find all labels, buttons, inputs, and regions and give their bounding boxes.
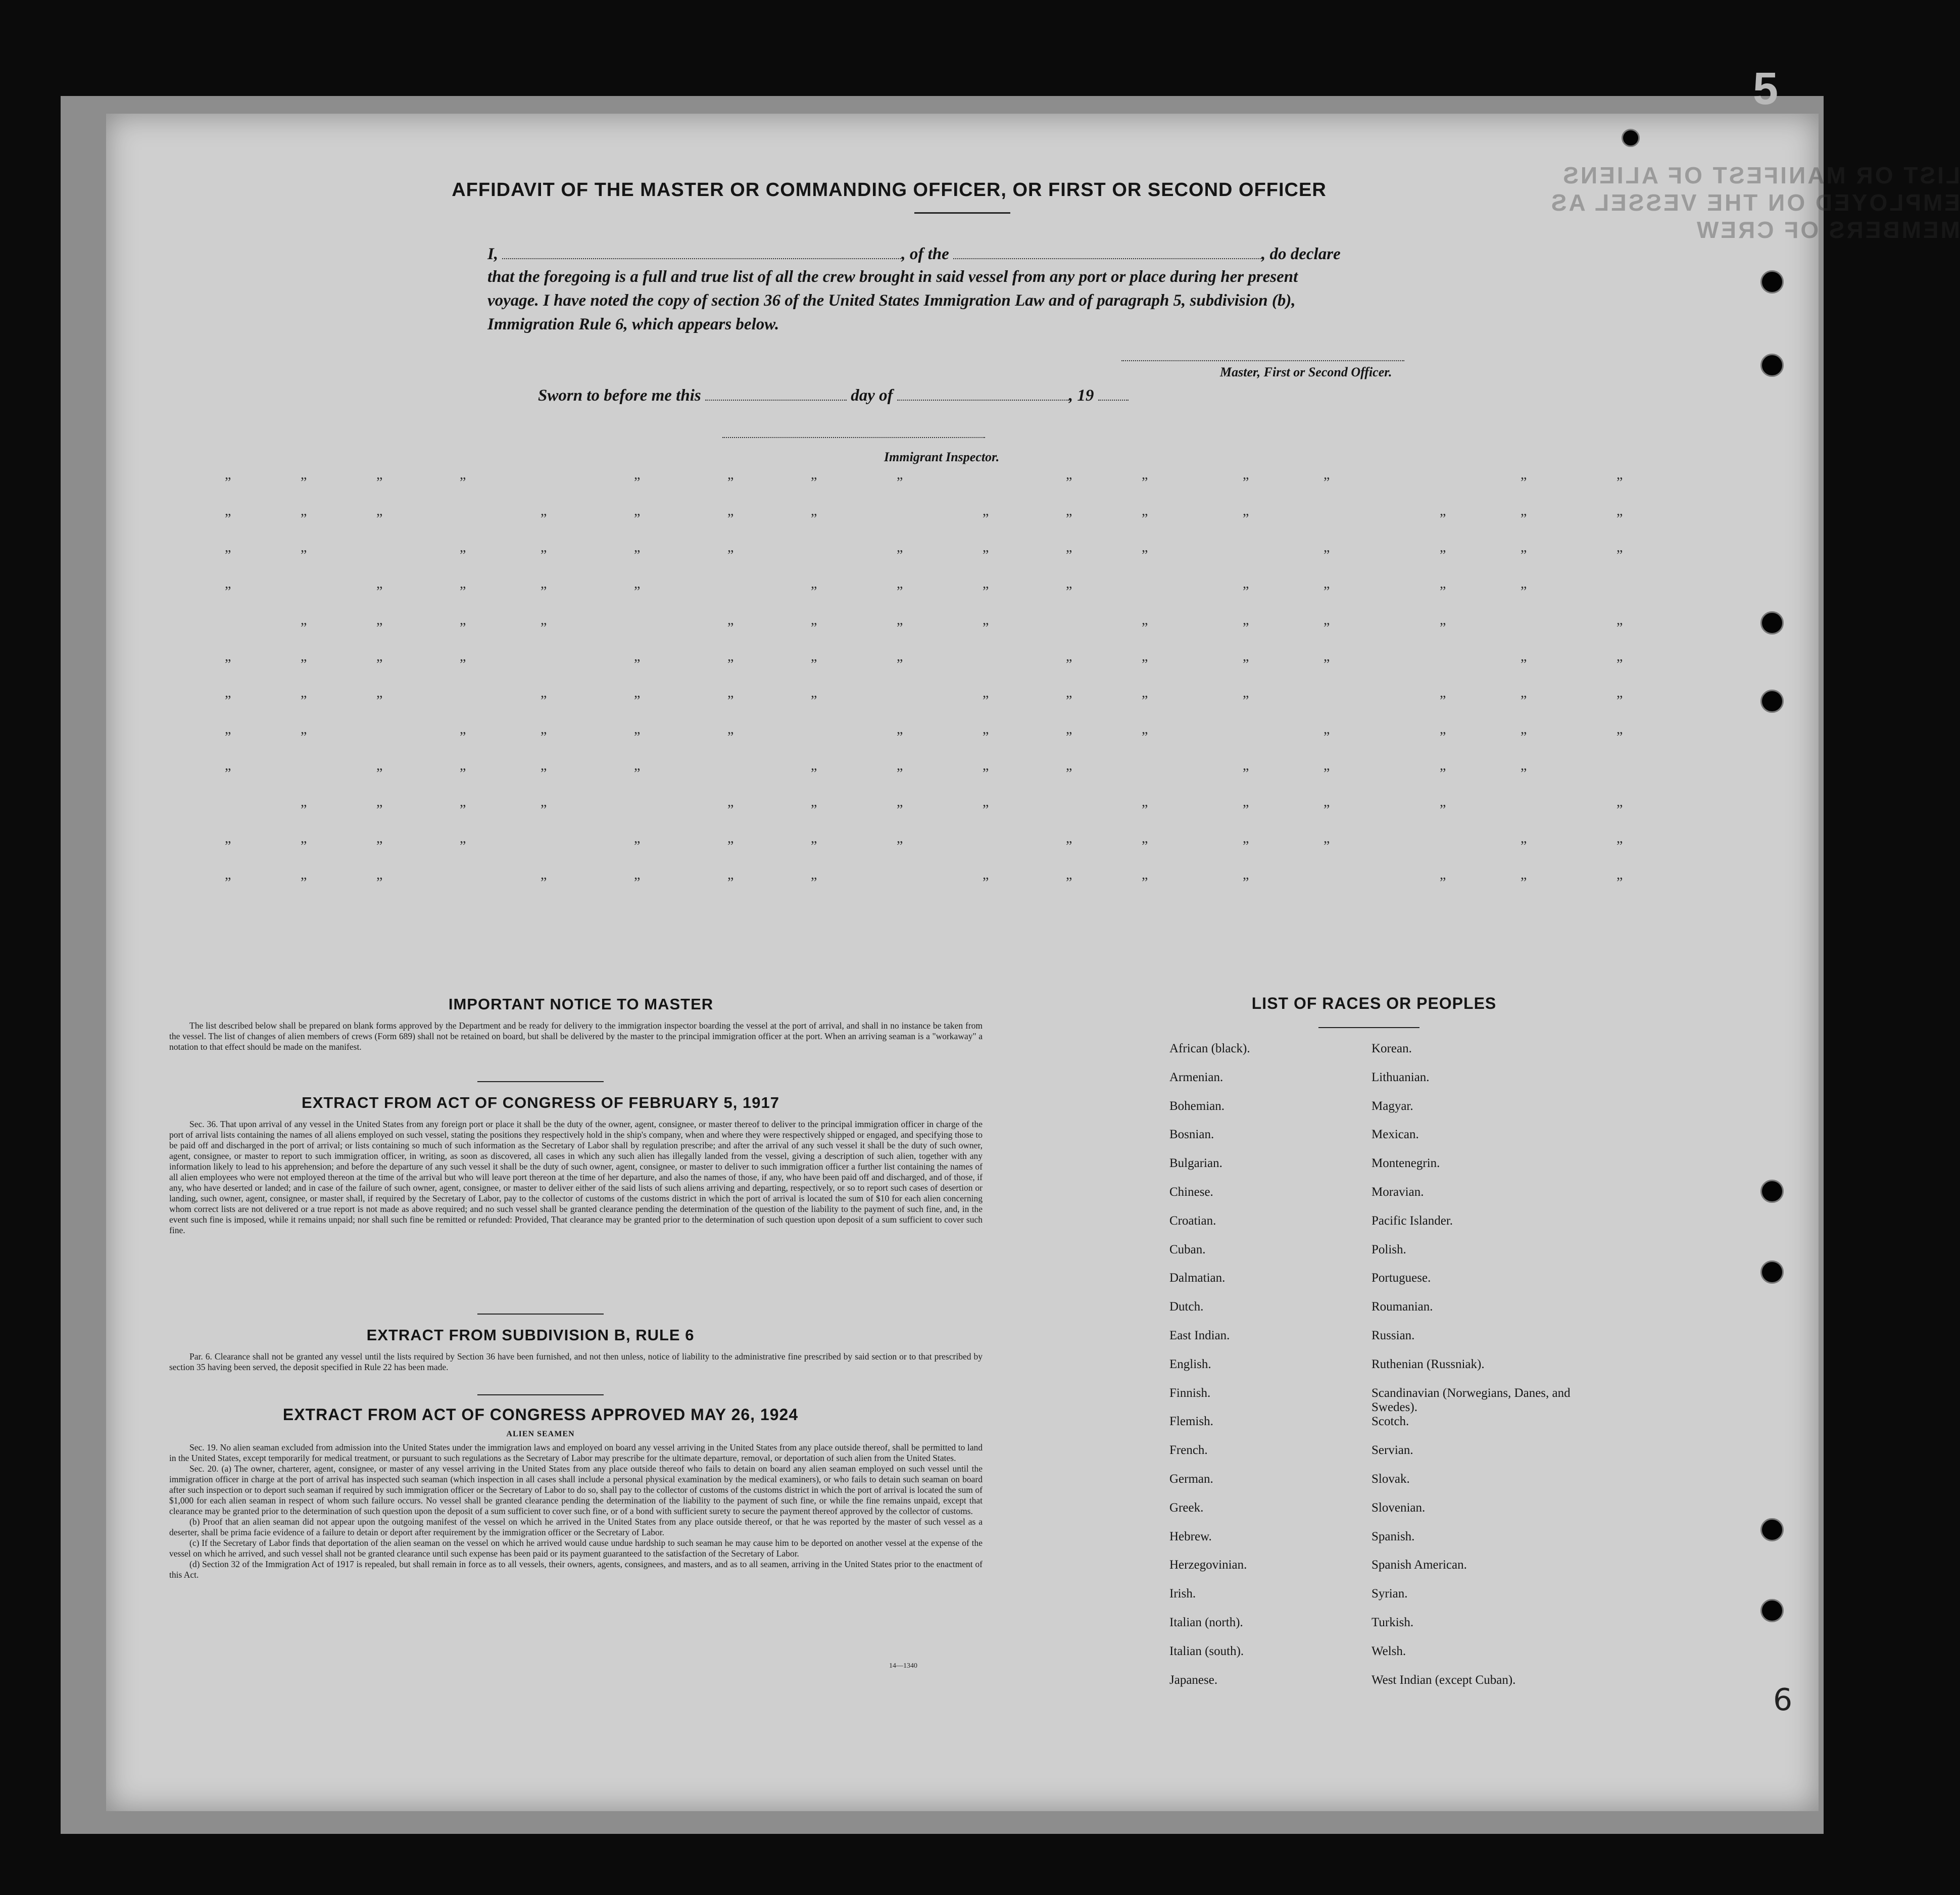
ditto-mark: ” [897, 802, 903, 818]
ditto-mark: ” [541, 548, 547, 563]
ditto-mark: ” [1440, 766, 1446, 782]
race-item: Roumanian. [1371, 1300, 1433, 1314]
ditto-mark: ” [460, 620, 466, 636]
race-item: Italian (south). [1169, 1644, 1244, 1658]
alien-seamen-subheading: ALIEN SEAMEN [506, 1430, 575, 1438]
extract-1917-heading: EXTRACT FROM ACT OF CONGRESS OF FEBRUARY 5, 1917 [302, 1094, 779, 1111]
race-item: Turkish. [1371, 1615, 1414, 1629]
ditto-mark: ” [301, 620, 307, 636]
race-item: Moravian. [1371, 1185, 1424, 1199]
race-item: Slovak. [1371, 1472, 1410, 1486]
ditto-mark: ” [460, 766, 466, 782]
ditto-mark: ” [225, 839, 231, 854]
ditto-mark: ” [460, 802, 466, 818]
race-item: Spanish. [1371, 1529, 1415, 1543]
ditto-mark: ” [1616, 839, 1623, 854]
extract-1924-paragraph: (c) If the Secretary of Labor finds that deportation of the alien seaman on the vessel on which he arrived would cause undue hardship to such seaman he may cause him to be deported on another vessel at the expense of the vessel on which he arrived, and such vessel shall not be granted clearance until such expense has been paid or its payment guaranteed to the satisfaction of the Secretary of Labor. [169, 1538, 983, 1559]
ditto-mark: ” [301, 730, 307, 745]
ditto-mark: ” [727, 730, 734, 745]
race-item: Armenian. [1169, 1070, 1223, 1084]
ditto-mark: ” [460, 548, 466, 563]
ditto-mark: ” [1440, 693, 1446, 709]
race-item: Japanese. [1169, 1673, 1218, 1687]
ditto-mark: ” [1616, 511, 1623, 527]
ditto-mark: ” [1066, 730, 1072, 745]
ditto-mark: ” [376, 511, 383, 527]
races-column-2 [1371, 1042, 1594, 1702]
race-item: German. [1169, 1472, 1213, 1486]
ditto-mark: ” [727, 548, 734, 563]
ditto-mark: ” [634, 584, 641, 600]
page-number-mark: 6 [1773, 1682, 1793, 1718]
ditto-mark: ” [1142, 657, 1148, 672]
ditto-mark: ” [376, 839, 383, 854]
ditto-mark: ” [1243, 475, 1249, 491]
race-item: Italian (north). [1169, 1615, 1243, 1629]
ditto-mark: ” [1243, 839, 1249, 854]
ditto-mark: ” [811, 620, 817, 636]
ditto-mark: ” [376, 693, 383, 709]
ditto-mark: ” [376, 475, 383, 491]
ditto-mark: ” [897, 657, 903, 672]
ditto-mark: ” [983, 875, 989, 891]
ditto-mark: ” [460, 839, 466, 854]
races-list [1169, 1042, 1654, 1709]
ditto-mark: ” [1066, 511, 1072, 527]
ditto-mark: ” [897, 620, 903, 636]
ditto-mark: ” [301, 511, 307, 527]
extract-rule6-text [169, 1351, 983, 1373]
ditto-mark: ” [1066, 766, 1072, 782]
ditto-mark: ” [301, 802, 307, 818]
ditto-mark: ” [983, 766, 989, 782]
notice-paragraph: The list described below shall be prepared on blank forms approved by the Department and be ready for delivery to the immigration inspector boarding the vessel at the port of arrival, and shall in no instance be taken from the vessel. The list of changes of alien members of crews (Form 689) shall not be retained on board, but shall be delivered by the master to the principal immigration officer at the port. When an arriving seaman is a "workaway" a notation to that effect should be made on the manifest. [169, 1021, 983, 1052]
ditto-mark: ” [376, 620, 383, 636]
race-item: East Indian. [1169, 1328, 1230, 1342]
ditto-mark: ” [1243, 693, 1249, 709]
affidavit-text-line: voyage. I have noted the copy of section 36 of the United States Immigration Law and of paragraph 5, subdivision (b), [487, 291, 1296, 310]
ditto-mark: ” [811, 657, 817, 672]
ditto-mark: ” [1440, 548, 1446, 563]
ditto-mark: ” [1521, 766, 1527, 782]
ditto-mark: ” [1440, 730, 1446, 745]
ditto-mark: ” [225, 548, 231, 563]
ditto-mark: ” [1243, 875, 1249, 891]
ditto-mark: ” [376, 802, 383, 818]
ditto-mark: ” [1066, 839, 1072, 854]
race-item: Portuguese. [1371, 1271, 1431, 1285]
race-item: Chinese. [1169, 1185, 1213, 1199]
form-number: 14—1340 [889, 1662, 917, 1670]
ditto-mark: ” [727, 875, 734, 891]
race-item: Bohemian. [1169, 1099, 1225, 1113]
ditto-mark: ” [811, 693, 817, 709]
race-item: Greek. [1169, 1500, 1204, 1515]
ditto-mark: ” [225, 730, 231, 745]
sworn-day-label: day of [851, 386, 893, 405]
ditto-mark: ” [301, 548, 307, 563]
races-heading: LIST OF RACES OR PEOPLES [1251, 994, 1497, 1012]
ditto-mark: ” [541, 766, 547, 782]
ditto-mark: ” [225, 766, 231, 782]
ditto-mark: ” [1066, 548, 1072, 563]
ditto-mark: ” [811, 584, 817, 600]
race-item: Lithuanian. [1371, 1070, 1430, 1084]
ditto-mark: ” [1142, 839, 1148, 854]
inspector-caption: Immigrant Inspector. [884, 450, 1000, 464]
ditto-mark: ” [225, 584, 231, 600]
notice-text [169, 1021, 983, 1052]
race-item: Herzegovinian. [1169, 1558, 1247, 1572]
ditto-mark: ” [634, 839, 641, 854]
race-item: West Indian (except Cuban). [1371, 1673, 1516, 1687]
ditto-mark: ” [983, 620, 989, 636]
section-rule [477, 1081, 604, 1082]
ditto-mark: ” [301, 839, 307, 854]
ditto-mark: ” [1243, 584, 1249, 600]
race-item: Montenegrin. [1371, 1156, 1440, 1171]
ditto-mark: ” [1243, 657, 1249, 672]
ditto-mark: ” [301, 475, 307, 491]
ditto-mark: ” [983, 584, 989, 600]
race-item: Croatian. [1169, 1213, 1216, 1228]
race-item: Dutch. [1169, 1300, 1204, 1314]
ditto-mark: ” [1243, 620, 1249, 636]
race-item: Magyar. [1371, 1099, 1413, 1113]
ditto-mark: ” [1324, 730, 1330, 745]
sworn-prefix: Sworn to before me this [538, 386, 701, 405]
ditto-mark: ” [1616, 475, 1623, 491]
ditto-mark: ” [1142, 730, 1148, 745]
ditto-mark: ” [1521, 584, 1527, 600]
ditto-mark: ” [1066, 875, 1072, 891]
ditto-mark: ” [1616, 802, 1623, 818]
ditto-mark: ” [301, 875, 307, 891]
vessel-connector: , of the [901, 245, 949, 263]
ditto-mark: ” [1243, 511, 1249, 527]
ditto-mark: ” [983, 730, 989, 745]
race-item: African (black). [1169, 1042, 1250, 1055]
ditto-mark: ” [1066, 657, 1072, 672]
ditto-mark: ” [1142, 620, 1148, 636]
ditto-mark: ” [1521, 475, 1527, 491]
ditto-mark: ” [376, 875, 383, 891]
sheet-number-mark: 5 [1753, 64, 1779, 114]
declarant-prefix: I, [487, 245, 499, 263]
extract-1924-paragraph: (b) Proof that an alien seaman did not appear upon the outgoing manifest of the vessel on which he arrived in the United States from any place outside thereof, or that he was reported by the master of such vessel as a deserter, shall be prima facie evidence of a failure to detain or deport after requirement by the immigration officer or the Secretary of Labor. [169, 1517, 983, 1537]
ditto-mark: ” [1066, 693, 1072, 709]
ditto-mark: ” [983, 548, 989, 563]
ditto-mark: ” [225, 693, 231, 709]
ditto-mark: ” [1324, 584, 1330, 600]
ditto-mark: ” [1440, 802, 1446, 818]
ditto-mark: ” [1066, 584, 1072, 600]
race-item: Cuban. [1169, 1242, 1206, 1256]
ditto-mark: ” [1521, 875, 1527, 891]
ditto-mark: ” [727, 620, 734, 636]
ditto-mark: ” [811, 839, 817, 854]
race-item: Dalmatian. [1169, 1271, 1226, 1285]
affidavit-page [106, 114, 1960, 1811]
sworn-year-label: , 19 [1068, 386, 1094, 405]
race-item: Slovenian. [1371, 1500, 1426, 1515]
ditto-mark: ” [634, 657, 641, 672]
ditto-mark: ” [634, 730, 641, 745]
ditto-mark: ” [1243, 802, 1249, 818]
ditto-mark: ” [1243, 766, 1249, 782]
ditto-mark: ” [1616, 875, 1623, 891]
race-item: Finnish. [1169, 1386, 1211, 1400]
ditto-mark: ” [460, 730, 466, 745]
race-item: Mexican. [1371, 1128, 1419, 1142]
ditto-mark: ” [811, 875, 817, 891]
ditto-mark: ” [1142, 875, 1148, 891]
ditto-mark: ” [1440, 620, 1446, 636]
ditto-mark: ” [225, 475, 231, 491]
ditto-mark: ” [1142, 475, 1148, 491]
ditto-mark: ” [727, 475, 734, 491]
ditto-mark: ” [1066, 475, 1072, 491]
ditto-mark: ” [1324, 766, 1330, 782]
ditto-mark: ” [1616, 730, 1623, 745]
ditto-mark: ” [727, 839, 734, 854]
ditto-mark: ” [811, 766, 817, 782]
declare-suffix: , do declare [1261, 245, 1341, 263]
master-signature-caption: Master, First or Second Officer. [1220, 365, 1392, 379]
ditto-mark: ” [897, 475, 903, 491]
ditto-mark: ” [541, 730, 547, 745]
affidavit-text-line: Immigration Rule 6, which appears below. [487, 315, 779, 333]
ditto-mark: ” [1616, 693, 1623, 709]
race-item: Hebrew. [1169, 1529, 1212, 1543]
ditto-mark: ” [1142, 548, 1148, 563]
ditto-mark: ” [1324, 620, 1330, 636]
ditto-mark: ” [634, 766, 641, 782]
ditto-mark: ” [376, 657, 383, 672]
ditto-mark: ” [727, 657, 734, 672]
ditto-mark: ” [1521, 657, 1527, 672]
ditto-mark: ” [634, 475, 641, 491]
race-item: Korean. [1371, 1042, 1412, 1055]
ditto-mark: ” [983, 511, 989, 527]
ditto-mark: ” [983, 802, 989, 818]
ditto-mark: ” [811, 802, 817, 818]
extract-rule6-heading: EXTRACT FROM SUBDIVISION B, RULE 6 [366, 1326, 695, 1344]
race-item: Scandinavian (Norwegians, Danes, and Swedes). [1371, 1386, 1571, 1414]
race-item: Scotch. [1371, 1415, 1409, 1429]
ditto-mark: ” [225, 875, 231, 891]
ditto-mark: ” [634, 511, 641, 527]
ditto-mark: ” [727, 802, 734, 818]
ditto-mark: ” [541, 802, 547, 818]
races-rule [1318, 1027, 1419, 1028]
race-item: Bosnian. [1169, 1128, 1214, 1142]
ditto-mark: ” [1616, 657, 1623, 672]
ditto-mark: ” [301, 693, 307, 709]
ditto-mark: ” [811, 475, 817, 491]
race-item: Welsh. [1371, 1644, 1406, 1658]
race-item: Servian. [1371, 1443, 1413, 1457]
ditto-mark: ” [1521, 730, 1527, 745]
ditto-mark: ” [983, 693, 989, 709]
section-rule [477, 1314, 604, 1315]
extract-1917-paragraph: Sec. 36. That upon arrival of any vessel in the United States from any foreign port or place it shall be the duty of the owner, agent, consignee, or master thereof to deliver to the principal immigration officer in charge of the port of arrival lists containing the names of all aliens employed on such vessel, stating the positions they respectively hold in the ship's company, when and where they were respectively shipped or engaged, and specifying those to be paid off and discharged in the port of arrival; or lists containing so much of such information as the Secretary of Labor shall by regulation prescribe; and after the arrival of any such vessel it shall be the duty of such owner, agent, consignee, or master to report to such immigration officer, in writing, as soon as discovered, all cases in which any such alien has illegally landed from the vessel, giving a description of such alien, together with any information likely to lead to his apprehension; and before the departure of any such vessel it shall be the duty of such owner, agent, consignee, or master to deliver to such immigration officer a further list containing the names of all alien employees who were not employed thereon at the time of the arrival but who will leave port thereon at the time of her departure, and also the names of those, if any, who have been paid off and discharged, and of those, if any, who have deserted or landed; and in case of the failure of such owner, agent, consignee, or master to deliver either of the said lists of such aliens arriving and departing, respectively, or so to report such cases of desertion or landing, such owner, agent, consignee, or master shall, if required by the Secretary of Labor, pay to the collector of customs of the customs district in which the port of arrival is located the sum of $10 for each alien concerning whom correct lists are not delivered or a true report is not made as above required; and no such vessel shall be granted clearance pending the determination of the question of the liability to the payment of such fine, and, in the event such fine is imposed, while it remains unpaid; nor shall such fine be remitted or refunded: Provided, That clearance may be granted prior to the determination of such question upon deposit of a sum sufficient to cover such fine. [169, 1119, 983, 1235]
ditto-mark: ” [301, 657, 307, 672]
ditto-mark: ” [897, 584, 903, 600]
extract-1924-heading: EXTRACT FROM ACT OF CONGRESS APPROVED MAY 26, 1924 [282, 1405, 799, 1424]
ditto-mark: ” [1521, 511, 1527, 527]
race-item: Bulgarian. [1169, 1156, 1222, 1171]
ditto-mark: ” [727, 693, 734, 709]
ditto-mark: ” [1324, 548, 1330, 563]
ditto-mark: ” [1440, 875, 1446, 891]
races-column-1 [1169, 1042, 1392, 1702]
section-rule [477, 1394, 604, 1395]
extract-1924-text [169, 1442, 983, 1580]
ditto-mark: ” [1521, 839, 1527, 854]
ditto-mark: ” [1521, 548, 1527, 563]
ditto-mark: ” [376, 584, 383, 600]
ditto-mark: ” [1521, 693, 1527, 709]
ditto-mark: ” [634, 693, 641, 709]
race-item: Russian. [1371, 1328, 1415, 1342]
ditto-mark: ” [376, 766, 383, 782]
ditto-mark: ” [811, 511, 817, 527]
race-item: Pacific Islander. [1371, 1213, 1453, 1228]
ditto-mark: ” [1324, 839, 1330, 854]
ditto-mark: ” [541, 620, 547, 636]
ditto-mark: ” [225, 657, 231, 672]
ditto-mark: ” [541, 875, 547, 891]
race-item: Spanish American. [1371, 1558, 1467, 1572]
ditto-mark: ” [541, 584, 547, 600]
ditto-mark: ” [1440, 511, 1446, 527]
ditto-mark: ” [727, 511, 734, 527]
ditto-mark: ” [1324, 475, 1330, 491]
race-item: Polish. [1371, 1242, 1406, 1256]
extract-1924-paragraph: Sec. 20. (a) The owner, charterer, agent, consignee, or master of any vessel arriving in the United States from any place outside thereof who fails to detain on board any alien seaman employed on such vessel until the immigration officer in charge at the port of arrival has inspected such seaman (which inspection in all cases shall include a personal physical examination by the medical examiners), or who fails to detain such seaman on board after such inspection or to deport such seaman if required by such immigration officer or the Secretary of Labor to do so, shall pay to the collector of customs of the customs district in which the port of arrival is located the sum of $1,000 for each alien seaman in respect of whom such failure occurs. No vessel shall be granted clearance pending the determination of the liability to the payment of such fine, or while the fine remains unpaid, except that clearance may be granted prior to the determination of such question upon the deposit of a sum sufficient to cover such fine, or of a bond with sufficient surety to secure the payment thereof approved by the collector of customs. [169, 1464, 983, 1516]
ditto-mark: ” [460, 475, 466, 491]
notice-heading: IMPORTANT NOTICE TO MASTER [448, 995, 714, 1013]
ditto-mark: ” [1142, 693, 1148, 709]
ditto-mark: ” [897, 548, 903, 563]
ditto-mark: ” [460, 657, 466, 672]
ditto-mark: ” [541, 693, 547, 709]
affidavit-title: AFFIDAVIT OF THE MASTER OR COMMANDING OFFICER, OR FIRST OR SECOND OFFICER [452, 179, 1327, 201]
race-item: Ruthenian (Russniak). [1371, 1357, 1485, 1371]
ditto-mark: ” [1142, 511, 1148, 527]
ditto-mark: ” [1324, 657, 1330, 672]
ditto-mark: ” [897, 839, 903, 854]
ditto-mark: ” [1616, 620, 1623, 636]
ditto-mark: ” [634, 548, 641, 563]
ditto-mark: ” [460, 584, 466, 600]
ditto-mark: ” [634, 875, 641, 891]
race-item: Flemish. [1169, 1415, 1213, 1429]
ditto-mark: ” [1616, 548, 1623, 563]
extract-1924-paragraph: Sec. 19. No alien seaman excluded from admission into the United States under the immigration laws and employed on board any vessel arriving in the United States from any place outside thereof, shall be permitted to land in the United States, except temporarily for medical treatment, or pursuant to such regulations as the Secretary of Labor may prescribe for the ultimate departure, removal, or deportation of such alien from the United States. [169, 1442, 983, 1463]
ditto-mark: ” [1142, 802, 1148, 818]
ditto-mark: ” [897, 766, 903, 782]
bleed-through-heading: LIST OR MANIFEST OF ALIENS EMPLOYED ON THE VESSEL AS MEMBERS OF CREW [1549, 162, 1960, 243]
race-item: English. [1169, 1357, 1211, 1371]
ditto-mark: ” [1324, 802, 1330, 818]
extract-rule6-paragraph: Par. 6. Clearance shall not be granted any vessel until the lists required by Section 36 have been furnished, and not then unless, notice of liability to the administrative fine prescribed by said section or to that prescribed by section 35 having been served, the deposit specified in Rule 22 has been made. [169, 1351, 983, 1372]
ditto-mark: ” [897, 730, 903, 745]
race-item: Syrian. [1371, 1587, 1408, 1601]
ditto-mark: ” [1440, 584, 1446, 600]
affidavit-text-line: that the foregoing is a full and true list of all the crew brought in said vessel from any port or place during her present [487, 268, 1298, 286]
ditto-mark: ” [225, 511, 231, 527]
race-item: French. [1169, 1443, 1208, 1457]
ditto-mark: ” [541, 511, 547, 527]
race-item: Irish. [1169, 1587, 1196, 1601]
extract-1917-text [169, 1119, 983, 1236]
extract-1924-paragraph: (d) Section 32 of the Immigration Act of 1917 is repealed, but shall remain in force as to all vessels, their owners, agents, consignees, and masters, and as to all seamen, arriving in the United States prior to the enactment of this Act. [169, 1559, 983, 1580]
